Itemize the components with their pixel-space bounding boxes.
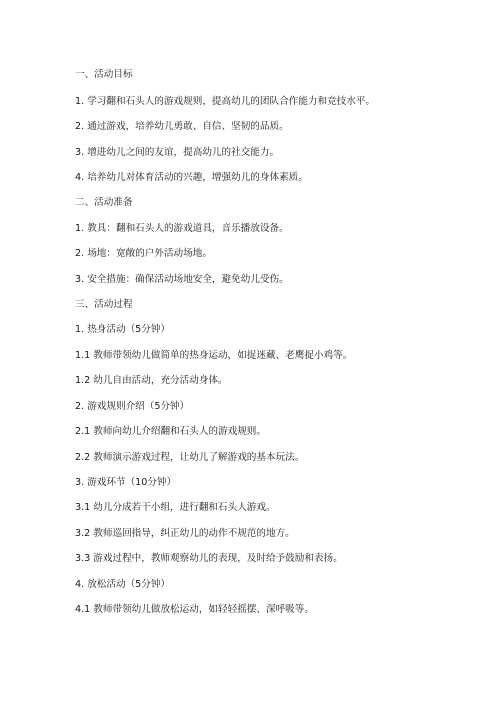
section-heading-preparation: 二、活动准备 [75, 197, 133, 208]
section-heading-goals: 一、活动目标 [75, 69, 133, 80]
process-step-1: 1. 热身活动（5分钟） [75, 324, 171, 335]
process-substep-3-2: 3.2 教师巡回指导，纠正幼儿的动作不规范的地方。 [75, 528, 295, 539]
goal-item-4: 4. 培养幼儿对体育活动的兴趣，增强幼儿的身体素质。 [75, 172, 308, 183]
process-substep-4-1: 4.1 教师带领幼儿做放松运动，如轻轻摇摆、深呼吸等。 [75, 604, 314, 615]
process-substep-1-2: 1.2 幼儿自由活动，充分活动身体。 [75, 375, 228, 386]
process-step-4: 4. 放松活动（5分钟） [75, 579, 171, 590]
process-step-2: 2. 游戏规则介绍（5分钟） [75, 401, 190, 412]
goal-item-3: 3. 增进幼儿之间的友谊，提高幼儿的社交能力。 [75, 147, 280, 158]
process-substep-2-2: 2.2 教师演示游戏过程，让幼儿了解游戏的基本玩法。 [75, 452, 305, 463]
section-heading-process: 三、活动过程 [75, 299, 133, 310]
process-substep-2-1: 2.1 教师向幼儿介绍翻和石头人的游戏规则。 [75, 426, 266, 437]
process-substep-3-1: 3.1 幼儿分成若干小组，进行翻和石头人游戏。 [75, 502, 276, 513]
preparation-item-1: 1. 教具：翻和石头人的游戏道具，音乐播放设备。 [75, 223, 289, 234]
process-step-3: 3. 游戏环节（10分钟） [75, 477, 177, 488]
process-substep-3-3: 3.3 游戏过程中，教师观察幼儿的表现，及时给予鼓励和表扬。 [75, 553, 343, 564]
process-substep-1-1: 1.1 教师带领幼儿做简单的热身运动，如捉迷藏、老鹰捉小鸡等。 [75, 350, 353, 361]
goal-item-2: 2. 通过游戏，培养幼儿勇敢、自信、坚韧的品质。 [75, 121, 289, 132]
goal-item-1: 1. 学习翻和石头人的游戏规则，提高幼儿的团队合作能力和竞技水平。 [75, 96, 376, 107]
preparation-item-3: 3. 安全措施：确保活动场地安全，避免幼儿受伤。 [75, 274, 289, 285]
preparation-item-2: 2. 场地：宽敞的户外活动场地。 [75, 248, 212, 259]
